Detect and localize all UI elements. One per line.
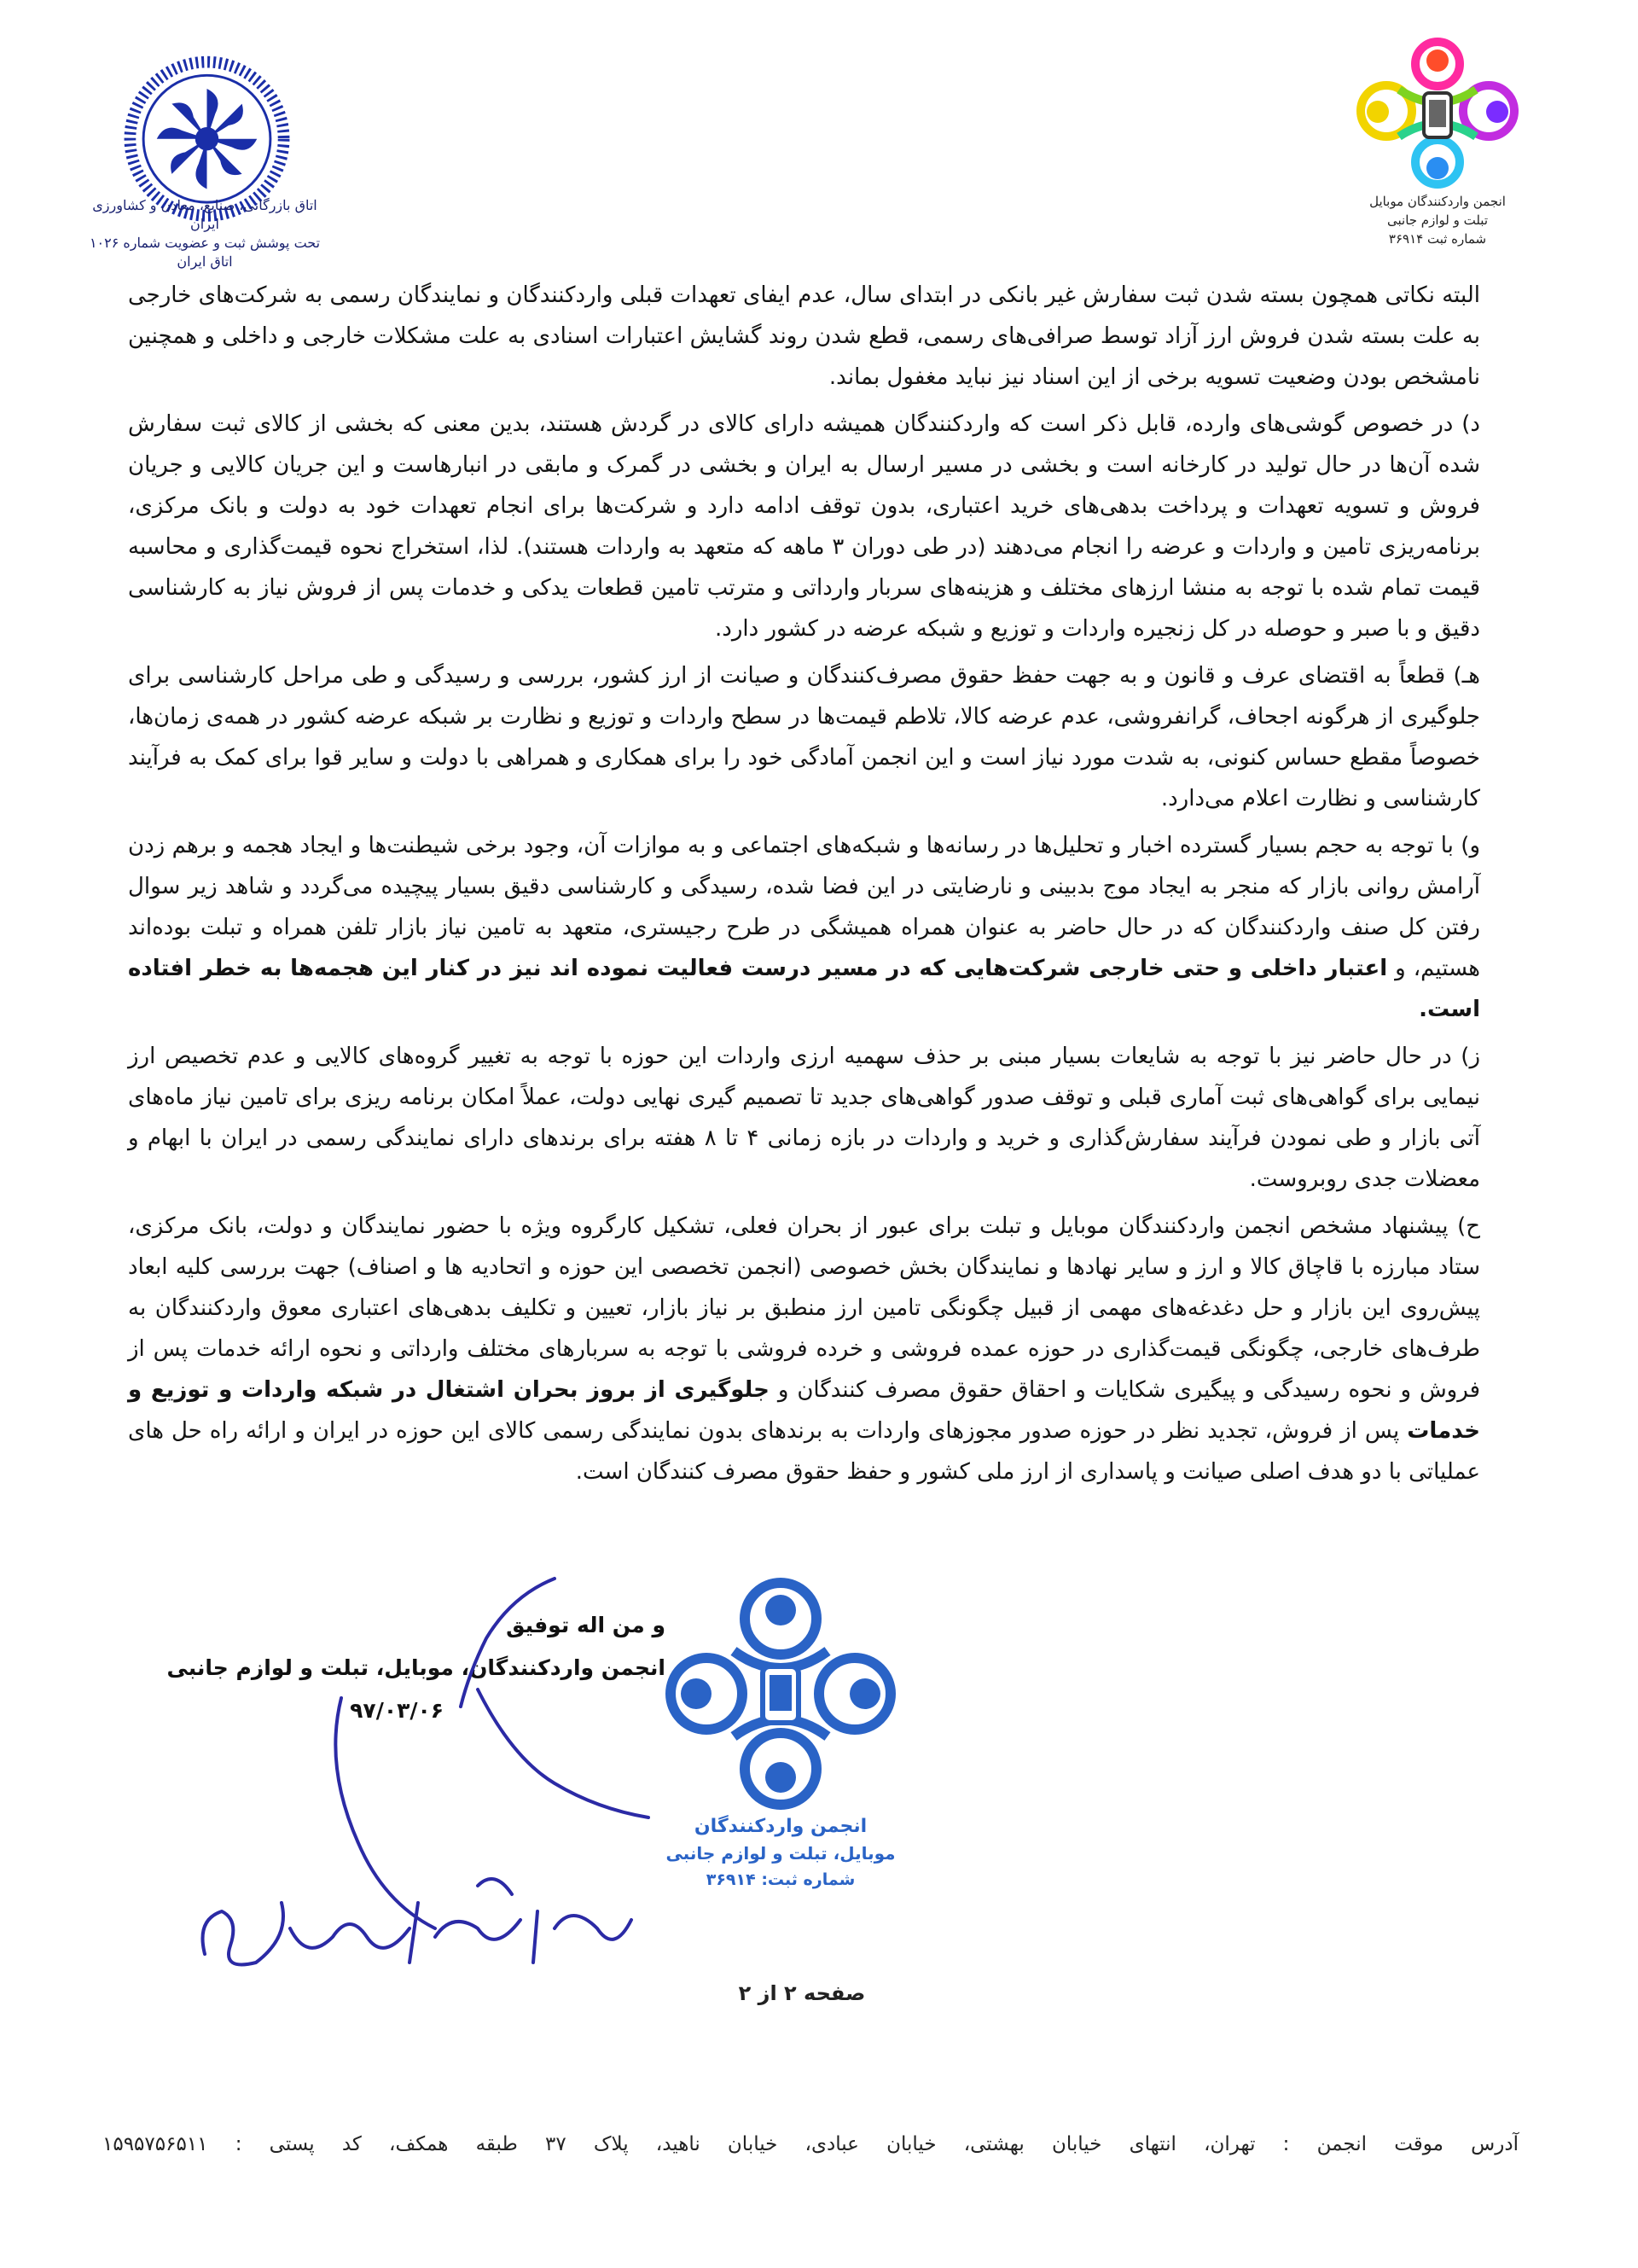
paragraph-d: د) در خصوص گوشی‌های وارده، قابل ذکر است که واردکنندگان همیشه دارای کالای در گردش هستند، بدین معنی که بخشی از کالای ثبت سفارش شده آن‌ها در حال تولید در کارخانه است و بخشی در مسیر ارسال به ایران و بخشی در گمرک و مابقی در انبارهاست و این جریان کالایی و جریان فروش و تسویه تعهدات و پرداخت بدهی‌های خرید اعتباری، بدون توقف ادامه دارد و شرکت‌ها برای انجام تعهدات خود به دولت و بانک مرکزی، برنامه‌ریزی تامین و واردات و عرضه را انجام می‌دهند (در طی دوران ۳ ماهه که متعهد به واردات هستند). لذا، استخراج نحوه قیمت‌گذاری و محاسبه قیمت تمام شده با توجه به منشا ارزهای مختلف و هزینه‌های سربار وارداتی و مترتب تامین قطعات یدکی و خدمات پس از فروش نیاز به کارشناسی دقیق و با صبر و حوصله در کل زنجیره واردات و توزیع و شبکه عرضه در کشور دارد. bbox=[128, 411, 1480, 642]
paragraph-v-text: و) با توجه به حجم بسیار گسترده اخبار و تحلیل‌ها در رسانه‌ها و شبکه‌های اجتماعی و به موازات آن، وجود برخی شیطنت‌ها و ایجاد هجمه و برهم زدن آرامش روانی بازار که منجر به ایجاد موج بدبینی و نارضایتی در این فضا شده، رسیدگی و کارشناسی دقیق بسیار پیچیده می‌گردد و شاهد زیر سوال رفتن کل صنف واردکنندگان که در حال حاضر به عنوان همراه همیشگی در طرح رجیستری، متعهد به تامین نیاز بازار تلفن همراه و تبلت بوده‌اند هستیم، و bbox=[128, 833, 1480, 981]
paragraph-h2-text2: پس از فروش، تجدید نظر در حوزه صدور مجوزهای واردات به برندهای بدون نمایندگی رسمی کالای این حوزه در ایران و ارائه راه حل های عملیاتی با دو هدف اصلی صیانت و پاسداری از ارز ملی کشور و حفظ حقوق مصرف کنندگان است. bbox=[128, 1418, 1480, 1485]
page-number: صفحه ۲ از ۲ bbox=[738, 1981, 866, 2005]
closing-block bbox=[154, 1604, 665, 1732]
stamp-association-subtitle: موبایل، تبلت و لوازم جانبی bbox=[665, 1843, 896, 1864]
assoc-header-name: انجمن واردکنندگان موبایل bbox=[1369, 194, 1506, 209]
stamp-association-name: انجمن واردکنندگان bbox=[694, 1816, 868, 1837]
paragraph-intro: البته نکاتی همچون بسته شدن ثبت سفارش غیر بانکی در ابتدای سال، عدم ایفای تعهدات قبلی واردکنندگان و نمایندگان رسمی به شرکت‌های خارجی به علت بسته شدن فروش ارز آزاد توسط صرافی‌های رسمی، قطع شدن روند گشایش اعتبارات اسنادی به علت مشکلات خارجی و داخلی و همچنین نامشخص بودن وضعیت تسویه برخی از این اسناد نیز نباید مغفول بماند. bbox=[128, 282, 1480, 390]
paragraph-v-bold: اعتبار داخلی و حتی خارجی شرکت‌هایی که در مسیر درست فعالیت نموده اند نیز در کنار این هجمه‌ها به خطر افتاده است. bbox=[128, 956, 1480, 1022]
closing-date: ۹۷/۰۳/۰۶ bbox=[350, 1698, 444, 1723]
letter-body bbox=[128, 275, 1480, 1498]
closing-salutation: و من اله توفیق bbox=[506, 1613, 665, 1637]
chamber-header-text bbox=[85, 196, 324, 271]
paragraph-h2-text1: ح) پیشنهاد مشخص انجمن واردکنندگان موبایل و تبلت برای عبور از بحران فعلی، تشکیل کارگروه ویژه با حضور نمایندگان و دولت، بانک مرکزی، ستاد مبارزه با قاچاق کالا و ارز و سایر نهادها و نمایندگان بخش خصوصی (انجمن تخصصی این حوزه و اتحادیه ها و اصناف) جهت بررسی کلیه ابعاد پیش‌روی این بازار و حل دغدغه‌های مهمی از قبیل چگونگی تامین ارز منطبق بر نیاز بازار، تعیین و تکلیف بدهی‌های اعتباری معوق واردکنندگان به طرف‌های خارجی، چگونگی قیمت‌گذاری در حوزه عمده فروشی و خرده فروشی با توجه به سربارهای مختلف وارداتی و نحوه ارائه خدمات پس از فروش و نحوه رسیدگی و پیگیری شکایات و احقاق حقوق مصرف کنندگان و bbox=[128, 1213, 1481, 1403]
assoc-header-subtitle: تبلت و لوازم جانبی bbox=[1386, 212, 1488, 228]
letter-header bbox=[0, 0, 1638, 273]
chamber-membership: تحت پوشش ثبت و عضویت شماره ۱۰۲۶ اتاق ایران bbox=[89, 235, 321, 270]
paragraph-z: ز) در حال حاضر نیز با توجه به شایعات بسیار مبنی بر حذف سهمیه ارزی واردات این حوزه با توجه به تغییر گروه‌های کالایی و عدم تخصیص ارز نیمایی برای گواهی‌های ثبت آماری قبلی و توقف صدور گواهی‌های جدید تا تصمیم گیری نهایی دولت، عملاً امکان برنامه ریزی برای تامین نیاز ماه‌های آتی بازار و طی نمودن فرآیند سفارش‌گذاری و خرید و واردات در بازه زمانی ۴ تا ۸ هفته برای برندهای دارای نمایندگی رسمی در ایران با ابهام و معضلات جدی روبروست. bbox=[128, 1044, 1481, 1192]
paragraph-h: هـ) قطعاً به اقتضای عرف و قانون و به جهت حفظ حقوق مصرف‌کنندگان و صیانت از ارز کشور، بررسی و رسیدگی و طی مراحل کارشناسی برای جلوگیری از هرگونه اجحاف، گرانفروشی، عدم عرضه کالا، تلاطم قیمت‌ها در سطح واردات و توزیع و نظارت بر شبکه عرضه کشور در همه‌ی زمان‌ها، خصوصاً مقطع حساس کنونی، به شدت مورد نیاز است و این انجمن آمادگی خود را برای همکاری و همراهی با دولت و سایر قوا برای کمک به فرآیند کارشناسی و نظارت اعلام می‌دارد. bbox=[128, 663, 1480, 811]
footer-address: آدرس موقت انجمن : تهران، انتهای خیابان بهشتی، خیابان عبادی، خیابان ناهید، پلاک ۳۷ طبقه همکف، کد پستی : ۱۵۹۵۷۵۶۵۱۱ bbox=[102, 2133, 1519, 2155]
association-stamp bbox=[657, 1566, 904, 1822]
paragraph-h2-bold: جلوگیری از بروز بحران اشتغال در شبکه واردات و توزیع و خدمات bbox=[128, 1377, 1480, 1444]
stamp-registration-number: شماره ثبت: ۳۶۹۱۴ bbox=[706, 1870, 856, 1889]
paragraph-v bbox=[128, 825, 1480, 1030]
paragraph-h2 bbox=[128, 1206, 1480, 1492]
closing-organization: انجمن واردکنندگان، موبایل، تبلت و لوازم جانبی bbox=[166, 1655, 665, 1680]
chamber-name: اتاق بازرگانی، صنایع، معادن و کشاورزی ایران bbox=[92, 197, 317, 232]
assoc-header-registration: شماره ثبت ۳۶۹۱۴ bbox=[1388, 231, 1487, 247]
association-header-text bbox=[1348, 192, 1527, 248]
